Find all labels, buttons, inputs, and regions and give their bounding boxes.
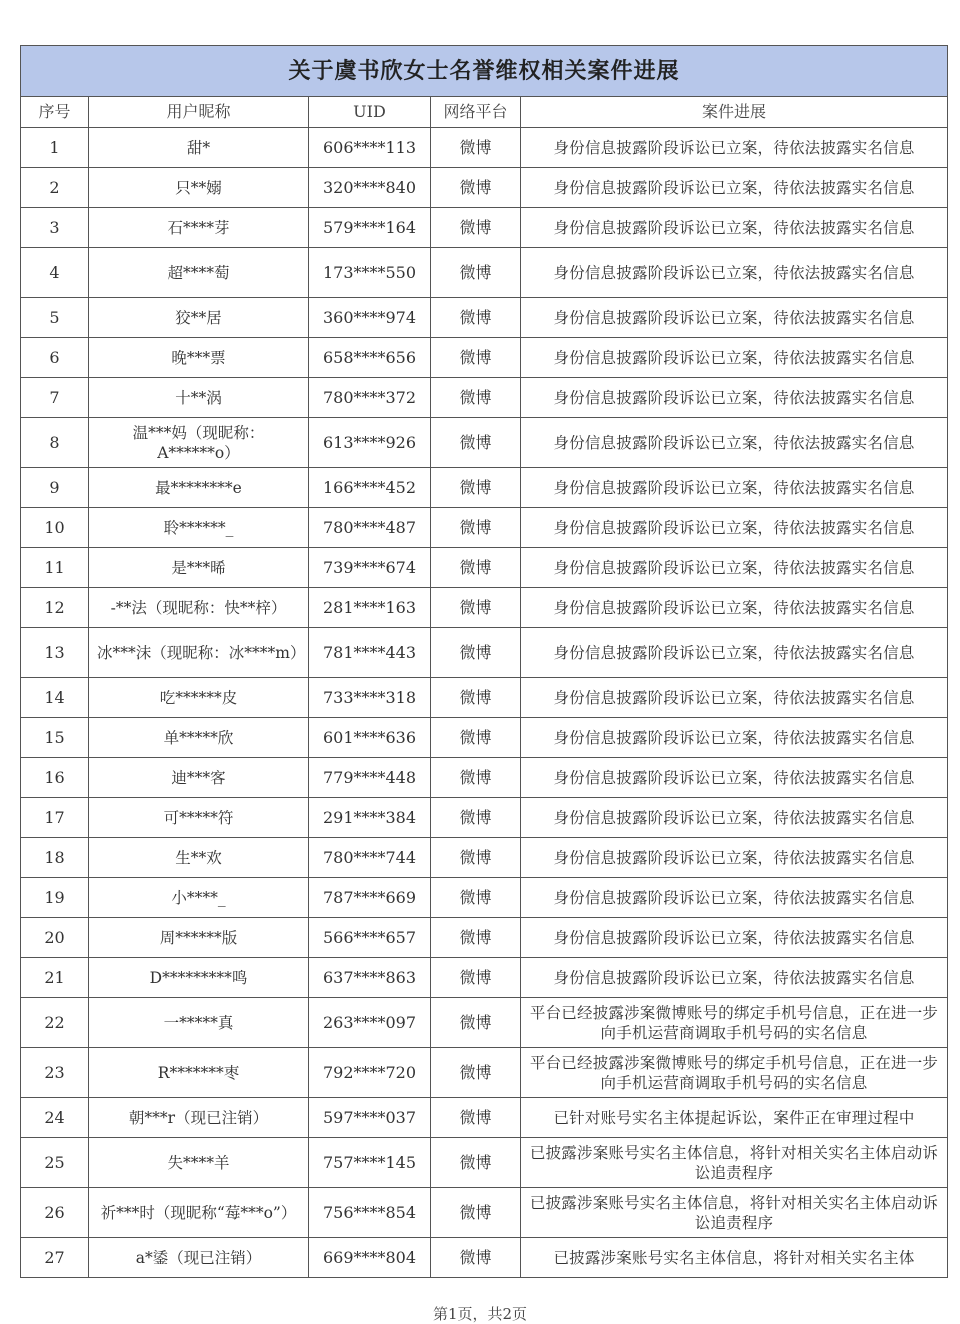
row-platform-cell: 微博 xyxy=(431,508,521,548)
header-nickname: 用户昵称 xyxy=(89,97,309,128)
row-uid-cell: 606****113 xyxy=(309,128,431,168)
row-serial-cell: 16 xyxy=(21,758,89,798)
table-row xyxy=(21,628,948,678)
row-progress-cell: 身份信息披露阶段诉讼已立案，待依法披露实名信息 xyxy=(521,588,948,628)
row-platform-cell: 微博 xyxy=(431,628,521,678)
row-nickname-cell: 一*****真 xyxy=(89,998,309,1048)
header-platform: 网络平台 xyxy=(431,97,521,128)
row-nickname-cell: D*********鸣 xyxy=(89,958,309,998)
row-progress-cell: 身份信息披露阶段诉讼已立案，待依法披露实名信息 xyxy=(521,508,948,548)
row-progress-cell: 身份信息披露阶段诉讼已立案，待依法披露实名信息 xyxy=(521,678,948,718)
row-progress-cell: 身份信息披露阶段诉讼已立案，待依法披露实名信息 xyxy=(521,878,948,918)
row-serial-cell: 9 xyxy=(21,468,89,508)
row-progress-cell: 身份信息披露阶段诉讼已立案，待依法披露实名信息 xyxy=(521,338,948,378)
document-page xyxy=(20,45,947,1278)
table-row xyxy=(21,548,948,588)
table-row xyxy=(21,878,948,918)
row-nickname-cell: 温***妈（现昵称：A******o） xyxy=(89,418,309,468)
row-nickname-cell: 单*****欣 xyxy=(89,718,309,758)
row-nickname-cell: 周******版 xyxy=(89,918,309,958)
table-row xyxy=(21,588,948,628)
row-progress-cell: 身份信息披露阶段诉讼已立案，待依法披露实名信息 xyxy=(521,168,948,208)
row-serial-cell: 8 xyxy=(21,418,89,468)
row-platform-cell: 微博 xyxy=(431,338,521,378)
table-row xyxy=(21,838,948,878)
row-platform-cell: 微博 xyxy=(431,418,521,468)
case-progress-table xyxy=(20,45,948,1278)
row-nickname-cell: a*鋈（现已注销） xyxy=(89,1238,309,1278)
row-serial-cell: 19 xyxy=(21,878,89,918)
table-header-row xyxy=(21,97,948,128)
table-row xyxy=(21,798,948,838)
row-uid-cell: 601****636 xyxy=(309,718,431,758)
table-row xyxy=(21,758,948,798)
row-uid-cell: 166****452 xyxy=(309,468,431,508)
row-uid-cell: 637****863 xyxy=(309,958,431,998)
table-title: 关于虞书欣女士名誉维权相关案件进展 xyxy=(21,46,948,97)
row-serial-cell: 6 xyxy=(21,338,89,378)
row-uid-cell: 658****656 xyxy=(309,338,431,378)
row-platform-cell: 微博 xyxy=(431,168,521,208)
row-nickname-cell: 聆******_ xyxy=(89,508,309,548)
table-row xyxy=(21,998,948,1048)
row-nickname-cell: 十**涡 xyxy=(89,378,309,418)
row-nickname-cell: 甜* xyxy=(89,128,309,168)
row-uid-cell: 320****840 xyxy=(309,168,431,208)
row-progress-cell: 已针对账号实名主体提起诉讼，案件正在审理过程中 xyxy=(521,1098,948,1138)
row-progress-cell: 身份信息披露阶段诉讼已立案，待依法披露实名信息 xyxy=(521,298,948,338)
row-uid-cell: 281****163 xyxy=(309,588,431,628)
row-progress-cell: 身份信息披露阶段诉讼已立案，待依法披露实名信息 xyxy=(521,958,948,998)
row-progress-cell: 身份信息披露阶段诉讼已立案，待依法披露实名信息 xyxy=(521,208,948,248)
row-uid-cell: 739****674 xyxy=(309,548,431,588)
row-platform-cell: 微博 xyxy=(431,918,521,958)
row-platform-cell: 微博 xyxy=(431,1188,521,1238)
row-uid-cell: 756****854 xyxy=(309,1188,431,1238)
row-platform-cell: 微博 xyxy=(431,838,521,878)
row-progress-cell: 平台已经披露涉案微博账号的绑定手机号信息，正在进一步向手机运营商调取手机号码的实名信息 xyxy=(521,998,948,1048)
row-nickname-cell: 小****_ xyxy=(89,878,309,918)
row-serial-cell: 25 xyxy=(21,1138,89,1188)
row-nickname-cell: 生**欢 xyxy=(89,838,309,878)
row-serial-cell: 3 xyxy=(21,208,89,248)
header-uid: UID xyxy=(309,97,431,128)
table-row xyxy=(21,128,948,168)
row-platform-cell: 微博 xyxy=(431,248,521,298)
row-nickname-cell: 晚***票 xyxy=(89,338,309,378)
row-serial-cell: 20 xyxy=(21,918,89,958)
row-uid-cell: 173****550 xyxy=(309,248,431,298)
row-serial-cell: 7 xyxy=(21,378,89,418)
table-row xyxy=(21,718,948,758)
row-nickname-cell: 失****羊 xyxy=(89,1138,309,1188)
row-platform-cell: 微博 xyxy=(431,1098,521,1138)
header-serial: 序号 xyxy=(21,97,89,128)
row-platform-cell: 微博 xyxy=(431,878,521,918)
row-uid-cell: 787****669 xyxy=(309,878,431,918)
row-nickname-cell: 狡**居 xyxy=(89,298,309,338)
table-row xyxy=(21,378,948,418)
table-row xyxy=(21,1188,948,1238)
row-nickname-cell: 可*****符 xyxy=(89,798,309,838)
row-nickname-cell: 石****芽 xyxy=(89,208,309,248)
table-row xyxy=(21,208,948,248)
row-uid-cell: 780****744 xyxy=(309,838,431,878)
row-uid-cell: 733****318 xyxy=(309,678,431,718)
row-uid-cell: 780****372 xyxy=(309,378,431,418)
row-serial-cell: 5 xyxy=(21,298,89,338)
row-progress-cell: 已披露涉案账号实名主体信息，将针对相关实名主体启动诉讼追责程序 xyxy=(521,1188,948,1238)
table-row xyxy=(21,468,948,508)
row-nickname-cell: 只**嫋 xyxy=(89,168,309,208)
row-progress-cell: 身份信息披露阶段诉讼已立案，待依法披露实名信息 xyxy=(521,548,948,588)
row-uid-cell: 757****145 xyxy=(309,1138,431,1188)
table-row xyxy=(21,248,948,298)
row-uid-cell: 579****164 xyxy=(309,208,431,248)
table-row xyxy=(21,298,948,338)
row-uid-cell: 780****487 xyxy=(309,508,431,548)
row-platform-cell: 微博 xyxy=(431,1238,521,1278)
row-platform-cell: 微博 xyxy=(431,678,521,718)
table-row xyxy=(21,418,948,468)
table-row xyxy=(21,678,948,718)
row-serial-cell: 4 xyxy=(21,248,89,298)
row-progress-cell: 身份信息披露阶段诉讼已立案，待依法披露实名信息 xyxy=(521,468,948,508)
row-serial-cell: 27 xyxy=(21,1238,89,1278)
table-row xyxy=(21,918,948,958)
row-serial-cell: 18 xyxy=(21,838,89,878)
row-nickname-cell: 祈***时（现昵称“莓***o”） xyxy=(89,1188,309,1238)
row-serial-cell: 26 xyxy=(21,1188,89,1238)
table-row xyxy=(21,958,948,998)
row-progress-cell: 身份信息披露阶段诉讼已立案，待依法披露实名信息 xyxy=(521,128,948,168)
row-uid-cell: 597****037 xyxy=(309,1098,431,1138)
row-nickname-cell: 超****萄 xyxy=(89,248,309,298)
row-progress-cell: 身份信息披露阶段诉讼已立案，待依法披露实名信息 xyxy=(521,418,948,468)
row-uid-cell: 263****097 xyxy=(309,998,431,1048)
row-uid-cell: 360****974 xyxy=(309,298,431,338)
row-nickname-cell: -**法（现昵称：快**梓） xyxy=(89,588,309,628)
row-platform-cell: 微博 xyxy=(431,588,521,628)
table-row xyxy=(21,1238,948,1278)
table-row xyxy=(21,338,948,378)
row-serial-cell: 11 xyxy=(21,548,89,588)
row-nickname-cell: 是***晞 xyxy=(89,548,309,588)
row-serial-cell: 21 xyxy=(21,958,89,998)
row-uid-cell: 781****443 xyxy=(309,628,431,678)
row-platform-cell: 微博 xyxy=(431,548,521,588)
row-progress-cell: 身份信息披露阶段诉讼已立案，待依法披露实名信息 xyxy=(521,798,948,838)
row-serial-cell: 17 xyxy=(21,798,89,838)
table-row xyxy=(21,508,948,548)
row-uid-cell: 792****720 xyxy=(309,1048,431,1098)
row-progress-cell: 身份信息披露阶段诉讼已立案，待依法披露实名信息 xyxy=(521,628,948,678)
row-serial-cell: 10 xyxy=(21,508,89,548)
table-row xyxy=(21,1048,948,1098)
row-uid-cell: 291****384 xyxy=(309,798,431,838)
row-progress-cell: 已披露涉案账号实名主体信息，将针对相关实名主体 xyxy=(521,1238,948,1278)
row-platform-cell: 微博 xyxy=(431,128,521,168)
row-platform-cell: 微博 xyxy=(431,718,521,758)
row-platform-cell: 微博 xyxy=(431,998,521,1048)
row-uid-cell: 779****448 xyxy=(309,758,431,798)
row-progress-cell: 已披露涉案账号实名主体信息，将针对相关实名主体启动诉讼追责程序 xyxy=(521,1138,948,1188)
row-serial-cell: 23 xyxy=(21,1048,89,1098)
row-platform-cell: 微博 xyxy=(431,1138,521,1188)
row-progress-cell: 平台已经披露涉案微博账号的绑定手机号信息，正在进一步向手机运营商调取手机号码的实名信息 xyxy=(521,1048,948,1098)
row-platform-cell: 微博 xyxy=(431,798,521,838)
row-nickname-cell: 迪***客 xyxy=(89,758,309,798)
row-progress-cell: 身份信息披露阶段诉讼已立案，待依法披露实名信息 xyxy=(521,918,948,958)
row-nickname-cell: 吃******皮 xyxy=(89,678,309,718)
row-platform-cell: 微博 xyxy=(431,958,521,998)
row-serial-cell: 15 xyxy=(21,718,89,758)
row-nickname-cell: R*******枣 xyxy=(89,1048,309,1098)
row-progress-cell: 身份信息披露阶段诉讼已立案，待依法披露实名信息 xyxy=(521,718,948,758)
row-uid-cell: 669****804 xyxy=(309,1238,431,1278)
row-nickname-cell: 冰***沫（现昵称：冰****m） xyxy=(89,628,309,678)
table-row xyxy=(21,168,948,208)
row-platform-cell: 微博 xyxy=(431,468,521,508)
row-serial-cell: 24 xyxy=(21,1098,89,1138)
row-nickname-cell: 最********e xyxy=(89,468,309,508)
row-platform-cell: 微博 xyxy=(431,298,521,338)
table-body xyxy=(21,128,948,1278)
row-platform-cell: 微博 xyxy=(431,758,521,798)
row-serial-cell: 12 xyxy=(21,588,89,628)
row-platform-cell: 微博 xyxy=(431,1048,521,1098)
row-platform-cell: 微博 xyxy=(431,378,521,418)
row-serial-cell: 22 xyxy=(21,998,89,1048)
row-progress-cell: 身份信息披露阶段诉讼已立案，待依法披露实名信息 xyxy=(521,758,948,798)
page-footer: 第1页，共2页 xyxy=(432,1305,528,1323)
row-nickname-cell: 朝***r（现已注销） xyxy=(89,1098,309,1138)
table-row xyxy=(21,1138,948,1188)
row-serial-cell: 2 xyxy=(21,168,89,208)
row-progress-cell: 身份信息披露阶段诉讼已立案，待依法披露实名信息 xyxy=(521,378,948,418)
row-serial-cell: 1 xyxy=(21,128,89,168)
header-progress: 案件进展 xyxy=(521,97,948,128)
row-uid-cell: 613****926 xyxy=(309,418,431,468)
row-progress-cell: 身份信息披露阶段诉讼已立案，待依法披露实名信息 xyxy=(521,248,948,298)
row-serial-cell: 14 xyxy=(21,678,89,718)
row-uid-cell: 566****657 xyxy=(309,918,431,958)
row-platform-cell: 微博 xyxy=(431,208,521,248)
row-progress-cell: 身份信息披露阶段诉讼已立案，待依法披露实名信息 xyxy=(521,838,948,878)
table-row xyxy=(21,1098,948,1138)
row-serial-cell: 13 xyxy=(21,628,89,678)
